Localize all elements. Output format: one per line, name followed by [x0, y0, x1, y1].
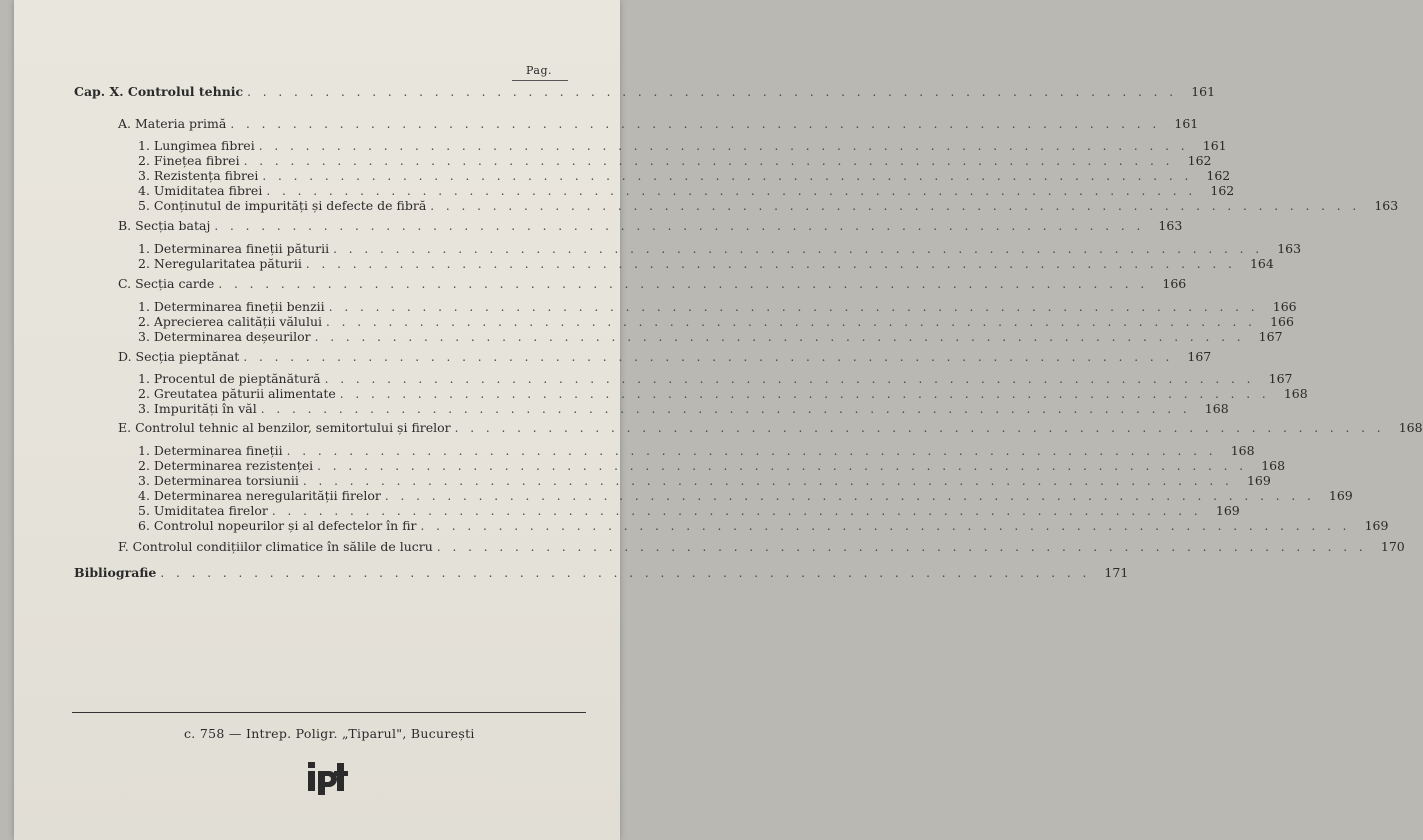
toc-entry — [138, 518, 1389, 534]
toc-leader-dots: . . . . . . . . . . . . . . . . . . . . . . . . . . . . . . . . . . . . . . . . . . . . . . . . . . . . . . . . . . . . — [328, 300, 1259, 314]
toc-entry-title: 2. Finețea fibrei — [138, 153, 240, 168]
toc-entry-title: 3. Determinarea torsiunii — [138, 473, 299, 488]
toc-entry — [138, 401, 1229, 417]
toc-entry-title: 4. Umiditatea fibrei — [138, 183, 263, 198]
toc-entry — [138, 168, 1231, 184]
toc-leader-dots: . . . . . . . . . . . . . . . . . . . . . . . . . . . . . . . . . . . . . . . . . . . . . . . . . . . . . . . . . . . . — [302, 474, 1233, 488]
toc-entry-title: 3. Determinarea deșeurilor — [138, 329, 311, 344]
toc-leader-dots: . . . . . . . . . . . . . . . . . . . . . . . . . . . . . . . . . . . . . . . . . . . . . . . . . . . . . . . . . . . . — [436, 540, 1367, 554]
toc-page-number: 161 — [1191, 84, 1216, 99]
toc-page-number: 168 — [1230, 443, 1255, 458]
toc-entry-title: Cap. X. Controlul tehnic — [74, 84, 244, 99]
toc-page-number: 166 — [1162, 276, 1187, 291]
toc-entry — [138, 183, 1235, 199]
toc-page-number: 170 — [1380, 539, 1405, 554]
toc-leader-dots: . . . . . . . . . . . . . . . . . . . . . . . . . . . . . . . . . . . . . . . . . . . . . . . . . . . . . . . . . . . . — [271, 504, 1202, 518]
toc-leader-dots: . . . . . . . . . . . . . . . . . . . . . . . . . . . . . . . . . . . . . . . . . . . . . . . . . . . . . . . . . . . . — [243, 350, 1174, 364]
toc-entry-title: E. Controlul tehnic al benzilor, semitortului și firelor — [118, 420, 451, 435]
toc-entry — [118, 420, 1423, 436]
toc-page-number: 168 — [1398, 420, 1423, 435]
toc-page-number: 166 — [1270, 314, 1294, 329]
toc-entry-title: 1. Determinarea fineții — [138, 443, 283, 458]
toc-entry — [118, 276, 1187, 292]
toc-leader-dots: . . . . . . . . . . . . . . . . . . . . . . . . . . . . . . . . . . . . . . . . . . . . . . . . . . . . . . . . . . . . — [214, 219, 1145, 233]
footer-rule — [72, 712, 586, 713]
toc-entry-title: 5. Conținutul de impurități și defecte de fibră — [138, 198, 427, 213]
toc-entry — [74, 84, 1216, 100]
toc-entry — [138, 198, 1399, 214]
toc-entry-title: 2. Greutatea păturii alimentate — [138, 386, 336, 401]
toc-entry — [138, 488, 1353, 504]
toc-entry — [138, 256, 1274, 272]
toc-entry — [138, 138, 1227, 154]
toc-entry-title: 2. Aprecierea calității vălului — [138, 314, 323, 329]
toc-entry — [138, 153, 1212, 169]
toc-entry — [138, 299, 1297, 315]
book-page — [14, 0, 1423, 840]
toc-leader-dots: . . . . . . . . . . . . . . . . . . . . . . . . . . . . . . . . . . . . . . . . . . . . . . . . . . . . . . . . . . . . — [317, 459, 1248, 473]
toc-entry — [74, 565, 1129, 581]
toc-page-number: 169 — [1215, 503, 1240, 518]
toc-leader-dots: . . . . . . . . . . . . . . . . . . . . . . . . . . . . . . . . . . . . . . . . . . . . . . . . . . . . . . . . . . . . — [333, 242, 1264, 256]
toc-entry-title: Bibliografie — [74, 565, 157, 580]
toc-leader-dots: . . . . . . . . . . . . . . . . . . . . . . . . . . . . . . . . . . . . . . . . . . . . . . . . . . . . . . . . . . . . — [247, 85, 1178, 99]
toc-page-number: 167 — [1258, 329, 1283, 344]
toc-page-number: 166 — [1272, 299, 1297, 314]
toc-page-number: 163 — [1277, 241, 1302, 256]
toc-leader-dots: . . . . . . . . . . . . . . . . . . . . . . . . . . . . . . . . . . . . . . . . . . . . . . . . . . . . . . . . . . . . — [262, 169, 1193, 183]
toc-page-number: 163 — [1158, 218, 1183, 233]
ipt-printer-logo-icon — [306, 760, 350, 796]
toc-page-number: 168 — [1261, 458, 1286, 473]
toc-entry-title: 3. Impurități în văl — [138, 401, 257, 416]
table-of-contents — [14, 0, 1423, 620]
toc-entry-title: 4. Determinarea neregularității firelor — [138, 488, 381, 503]
page-column-label: Pag. — [526, 64, 553, 77]
toc-page-number: 169 — [1246, 473, 1271, 488]
toc-leader-dots: . . . . . . . . . . . . . . . . . . . . . . . . . . . . . . . . . . . . . . . . . . . . . . . . . . . . . . . . . . . . — [420, 519, 1351, 533]
toc-entry-title: 1. Lungimea fibrei — [138, 138, 255, 153]
toc-entry-title: 2. Determinarea rezistenței — [138, 458, 314, 473]
printer-imprint: c. 758 — Intrep. Poligr. „Tiparul", București — [184, 726, 475, 741]
toc-page-number: 164 — [1249, 256, 1274, 271]
toc-leader-dots: . . . . . . . . . . . . . . . . . . . . . . . . . . . . . . . . . . . . . . . . . . . . . . . . . . . . . . . . . . . . — [230, 117, 1161, 131]
toc-entry — [138, 371, 1293, 387]
toc-page-number: 162 — [1187, 153, 1212, 168]
toc-leader-dots: . . . . . . . . . . . . . . . . . . . . . . . . . . . . . . . . . . . . . . . . . . . . . . . . . . . . . . . . . . . . — [314, 330, 1245, 344]
toc-page-number: 161 — [1174, 116, 1199, 131]
toc-entry-title: 1. Determinarea fineții păturii — [138, 241, 330, 256]
toc-entry — [118, 116, 1199, 132]
toc-page-number: 167 — [1268, 371, 1293, 386]
toc-entry-title: B. Secția bataj — [118, 218, 211, 233]
toc-entry-title: 1. Determinarea fineții benzii — [138, 299, 325, 314]
toc-entry-title: 3. Rezistența fibrei — [138, 168, 259, 183]
toc-entry — [118, 349, 1212, 365]
toc-entry — [138, 458, 1286, 474]
toc-page-number: 162 — [1206, 168, 1231, 183]
toc-leader-dots: . . . . . . . . . . . . . . . . . . . . . . . . . . . . . . . . . . . . . . . . . . . . . . . . . . . . . . . . . . . . — [258, 139, 1189, 153]
toc-leader-dots: . . . . . . . . . . . . . . . . . . . . . . . . . . . . . . . . . . . . . . . . . . . . . . . . . . . . . . . . . . . . — [384, 489, 1315, 503]
toc-entry — [138, 241, 1302, 257]
toc-page-number: 168 — [1204, 401, 1229, 416]
toc-leader-dots: . . . . . . . . . . . . . . . . . . . . . . . . . . . . . . . . . . . . . . . . . . . . . . . . . . . . . . . . . . . . — [260, 402, 1191, 416]
toc-leader-dots: . . . . . . . . . . . . . . . . . . . . . . . . . . . . . . . . . . . . . . . . . . . . . . . . . . . . . . . . . . . . — [339, 387, 1270, 401]
toc-entry-title: A. Materia primă — [118, 116, 227, 131]
toc-entry-title: 2. Neregularitatea păturii — [138, 256, 302, 271]
toc-entry-title: 1. Procentul de pieptănătură — [138, 371, 321, 386]
toc-page-number: 171 — [1104, 565, 1129, 580]
toc-entry — [118, 218, 1183, 234]
toc-leader-dots: . . . . . . . . . . . . . . . . . . . . . . . . . . . . . . . . . . . . . . . . . . . . . . . . . . . . . . . . . . . . — [243, 154, 1174, 168]
toc-entry — [118, 539, 1405, 555]
toc-entry-title: 5. Umiditatea firelor — [138, 503, 268, 518]
toc-leader-dots: . . . . . . . . . . . . . . . . . . . . . . . . . . . . . . . . . . . . . . . . . . . . . . . . . . . . . . . . . . . . — [305, 257, 1236, 271]
toc-entry — [138, 473, 1271, 489]
toc-entry — [138, 443, 1255, 459]
toc-entry — [138, 314, 1294, 330]
toc-entry — [138, 329, 1283, 345]
toc-entry-title: C. Secția carde — [118, 276, 215, 291]
toc-entry-title: D. Secția pieptănat — [118, 349, 240, 364]
toc-leader-dots: . . . . . . . . . . . . . . . . . . . . . . . . . . . . . . . . . . . . . . . . . . . . . . . . . . . . . . . . . . . . — [160, 566, 1091, 580]
toc-page-number: 169 — [1328, 488, 1353, 503]
toc-leader-dots: . . . . . . . . . . . . . . . . . . . . . . . . . . . . . . . . . . . . . . . . . . . . . . . . . . . . . . . . . . . . — [454, 421, 1385, 435]
toc-page-number: 161 — [1202, 138, 1227, 153]
toc-entry — [138, 503, 1240, 519]
toc-leader-dots: . . . . . . . . . . . . . . . . . . . . . . . . . . . . . . . . . . . . . . . . . . . . . . . . . . . . . . . . . . . . — [266, 184, 1197, 198]
toc-page-number: 167 — [1187, 349, 1212, 364]
toc-leader-dots: . . . . . . . . . . . . . . . . . . . . . . . . . . . . . . . . . . . . . . . . . . . . . . . . . . . . . . . . . . . . — [286, 444, 1217, 458]
toc-leader-dots: . . . . . . . . . . . . . . . . . . . . . . . . . . . . . . . . . . . . . . . . . . . . . . . . . . . . . . . . . . . . — [324, 372, 1255, 386]
toc-leader-dots: . . . . . . . . . . . . . . . . . . . . . . . . . . . . . . . . . . . . . . . . . . . . . . . . . . . . . . . . . . . . — [430, 199, 1361, 213]
toc-page-number: 163 — [1374, 198, 1399, 213]
toc-leader-dots: . . . . . . . . . . . . . . . . . . . . . . . . . . . . . . . . . . . . . . . . . . . . . . . . . . . . . . . . . . . . — [218, 277, 1149, 291]
toc-page-number: 168 — [1283, 386, 1308, 401]
toc-entry-title: F. Controlul condițiilor climatice în sălile de lucru — [118, 539, 433, 554]
toc-page-number: 169 — [1364, 518, 1389, 533]
toc-entry-title: 6. Controlul nopeurilor și al defectelor în fir — [138, 518, 417, 533]
toc-leader-dots: . . . . . . . . . . . . . . . . . . . . . . . . . . . . . . . . . . . . . . . . . . . . . . . . . . . . . . . . . . . . — [326, 315, 1256, 329]
toc-page-number: 162 — [1210, 183, 1235, 198]
toc-entry — [138, 386, 1308, 402]
